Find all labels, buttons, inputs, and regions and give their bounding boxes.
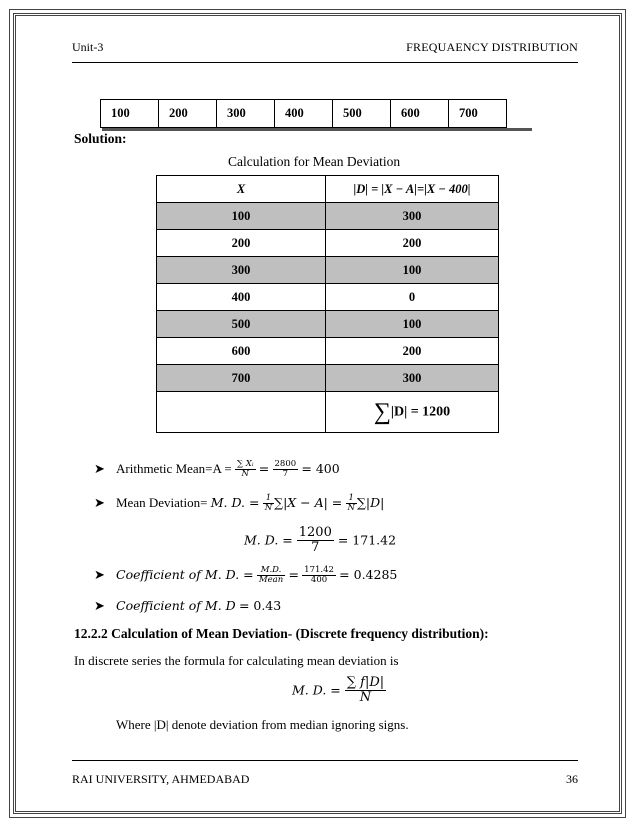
value-cell: 100 [101,100,159,128]
fraction: $\frac{1200}{7}$ [298,525,332,556]
fraction: $\frac{M.D.}{\text{Mean}}$ [258,565,284,586]
value-cell: 200 [159,100,217,128]
cell-x: 300 [157,257,326,284]
header-title: FREQUAENCY DISTRIBUTION [406,40,578,54]
bullet-mean-deviation: ➤ Mean Deviation= M. D. = $\frac{1}{N}$ ∑|X − A| = $\frac{1}{N}$ ∑|D| [94,493,385,514]
table-row [157,284,499,311]
bullet-text: Mean Deviation= [116,494,208,510]
table-row [157,203,499,230]
bullet-coefficient-md-rounded: ➤ Coefficient of M. D = 0.43 [94,598,282,613]
discrete-text: In discrete series the formula for calculating mean deviation is [74,653,399,668]
bullet-arithmetic-mean: ➤ Arithmetic Mean=A = $\frac{\text{∑ Xᵢ}}{N}$ = $\frac{2800}{7}$ = 400 [94,459,340,480]
arrow-bullet-icon: ➤ [94,494,105,510]
value-cell: 300 [217,100,275,128]
column-header-d: |D| = |X − A|=|X − 400| [326,176,499,203]
page-number: 36 [566,772,578,786]
table-caption: Calculation for Mean Deviation [228,154,401,169]
fraction: $\frac{1}{N}$ [347,493,355,514]
value-cell: 400 [275,100,333,128]
table-row [157,338,499,365]
values-table [100,99,507,128]
cell-d: 300 [326,365,499,392]
mean-deviation-table [156,175,499,433]
value-cell: 600 [391,100,449,128]
value-cell: 700 [449,100,507,128]
footer-university: RAI UNIVERSITY, AHMEDABAD [72,772,250,786]
table-row [157,257,499,284]
column-header-x: X [157,176,326,203]
header-rule [72,62,578,63]
table-row [157,365,499,392]
fraction: $\frac{1}{N}$ [264,493,273,514]
cell-d: 200 [326,338,499,365]
md-result-equation: M. D. = $\frac{1200}{7}$ = 171.42 [244,525,397,556]
cell-d: 0 [326,284,499,311]
cell-x: 200 [157,230,326,257]
fraction: $\frac{2800}{7}$ [274,459,297,480]
table-row [157,230,499,257]
where-text: Where |D| denote deviation from median ignoring signs. [116,717,409,732]
cell-d: 100 [326,311,499,338]
section-heading: 12.2.2 Calculation of Mean Deviation- (Discrete frequency distribution): [74,626,489,641]
sum-empty-cell [157,392,326,433]
header-unit: Unit-3 [72,40,104,54]
sum-sign: ∑ [373,398,391,425]
cell-x: 400 [157,284,326,311]
cell-d: 200 [326,230,499,257]
bullet-coefficient-md: ➤ Coefficient of M. D. = $\frac{M.D.}{\text{Mean}}$ = $\frac{171.42}{400}$ = 0.4285 [94,565,398,586]
cell-d: 300 [326,203,499,230]
cell-x: 600 [157,338,326,365]
bullet-text: Arithmetic Mean=A = [116,460,232,476]
cell-x: 500 [157,311,326,338]
sum-cell [326,392,499,433]
sum-text: |D| = 1200 [390,404,451,420]
footer-rule [72,760,578,761]
sum-row [157,392,499,433]
fraction: $\frac{\sum f|D|}{N}$ [346,675,385,706]
fraction: $\frac{171.42}{400}$ [304,565,334,586]
cell-x: 100 [157,203,326,230]
cell-x: 700 [157,365,326,392]
solution-label: Solution: [74,131,127,146]
discrete-md-formula: M. D. = $\frac{\sum f|D|}{N}$ [292,675,385,706]
values-table-shadow [102,128,532,131]
arrow-bullet-icon: ➤ [94,566,105,582]
fraction: $\frac{\text{∑ Xᵢ}}{N}$ [237,459,254,480]
table-row [157,311,499,338]
arrow-bullet-icon: ➤ [94,598,105,613]
cell-d: 100 [326,257,499,284]
arrow-bullet-icon: ➤ [94,460,105,476]
value-cell: 500 [333,100,391,128]
